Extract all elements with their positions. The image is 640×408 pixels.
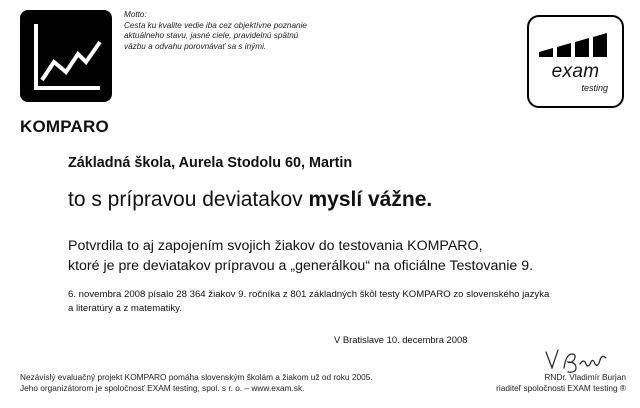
detail-line-1: 6. novembra 2008 písalo 28 364 žiakov 9. ročníka z 801 základných škôl testy KOMPARO zo slovenského jazyka (68, 289, 550, 300)
place-date: V Bratislave 10. decembra 2008 (334, 334, 468, 345)
motto-line-1: Cesta ku kvalite vedie iba cez objektívne poznanie (124, 20, 307, 30)
footer-left-line-2: Jeho organizátorom je spoločnosť EXAM testing, spol. s r. o. – www.exam.sk. (20, 382, 305, 393)
footer-left (20, 372, 373, 393)
headline-part-1: to s prípravou deviatakov (68, 188, 309, 211)
komparo-logo-text: KOMPARO (20, 117, 109, 136)
body-line-1: Potvrdila to aj zapojením svojich žiakov do testovania KOMPARO, (68, 238, 483, 254)
headline (68, 188, 432, 212)
motto (124, 10, 384, 52)
komparo-chart-logo-icon (20, 10, 112, 102)
detail-line-2: a literatúry a z matematiky. (68, 303, 182, 314)
footer-left-line-1: Nezávislý evaluačný projekt KOMPARO pomáha slovenským školám a žiakom už od roku 2005. (20, 372, 373, 382)
signer-title: riaditeľ spoločnosti EXAM testing ® (496, 382, 626, 393)
exam-logo-sub: testing (581, 83, 608, 93)
headline-part-2: myslí vážne. (308, 188, 433, 211)
motto-line-3: väzbu a odvahu porovnávať sa s inými. (124, 41, 267, 51)
motto-label: Motto: (124, 10, 147, 19)
signer-name: RNDr. Vladimír Burjan (544, 372, 626, 382)
exam-bars-logo-icon (539, 31, 613, 57)
school-name: Základná škola, Aurela Stodolu 60, Martin (68, 155, 353, 171)
motto-line-2: aktuálneho stavu, jasné ciele, pravidelnú spätnú (124, 31, 299, 40)
exam-logo-word: exam (551, 61, 600, 82)
footer-right (496, 372, 626, 393)
exam-testing-logo (527, 15, 624, 108)
body-line-2: ktoré je pre deviatakov prípravou a „generálkou“ na oficiálne Testovanie 9. (68, 258, 534, 274)
